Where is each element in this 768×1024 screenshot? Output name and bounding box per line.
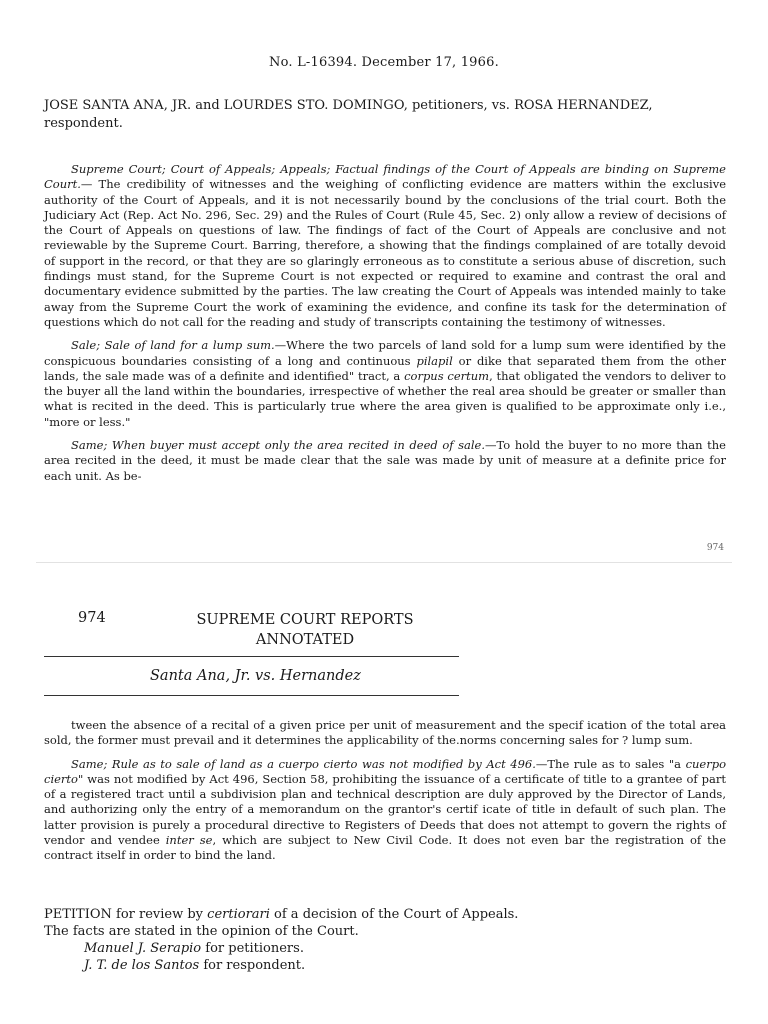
case-number-line: No. L-16394. December 17, 1966. — [269, 55, 499, 70]
syllabus-text: tween the absence of a recital of a given price per unit of measurement and the specif ication of the total area sold, the former must prevail and it determines the applicability of the.norms concerning sales for ? lump sum. — [44, 718, 726, 748]
counsel-respondent — [44, 957, 726, 974]
header-page-number: 974 — [78, 610, 106, 626]
syllabus-italic-term: cuerpo cierto — [44, 756, 726, 786]
petition-text: PETITION for review by — [44, 907, 208, 922]
syllabus-text: — The credibility of witnesses and the weighing of conflicting evidence are matters within the exclusive authority of the Court of Appeals, and it is not necessarily bound by the conclusions of the trial court. Both the Judiciary Act (Rep. Act No. 296, Sec. 29) and the Rules of Court (Rule 45, Sec. 2) only allow a review of decisions of the Court of Appeals on questions of law. The findings of fact of the Court of Appeals are conclusive and not reviewable by the Supreme Court. Barring, therefore, a showing that the findings complained of are totally devoid of support in the record, or that they are so glaringly erroneous as to constitute a serious abuse of discretion, such findings must stand, for the Supreme Court is not expected or required to examine and contrast the oral and documentary evidence submitted by the parties. The law creating the Court of Appeals was intended mainly to take away from the Supreme Court the work of examining the evidence, and confine its task for the determination of questions which do not call for the reading and study of transcripts containing the testimony of witnesses. — [44, 177, 726, 329]
syllabus-italic-term: corpus certum — [404, 368, 490, 383]
petition-italic: certiorari — [207, 907, 270, 922]
syllabus-text: " was not modified by Act 496, Section 58, prohibiting the issuance of a certificate of title to a grantee of part of a registered tract until a subdivision plan and technical description are duly approved by the Director of Lands, and authorizing only the entry of a memorandum on the grantor's certif icate of title in default of such plan. The latter provision is purely a procedural directive to Registers of Deeds that does not attempt to govern the rights of vendor and vendee — [44, 771, 726, 848]
syllabus-italic-term: pilapil — [416, 353, 453, 368]
syllabus-text: —The rule as to sales "a — [535, 756, 686, 771]
header-rule-top — [44, 656, 459, 657]
header-rule-bottom — [44, 695, 459, 696]
syllabus-heading: Supreme Court; Court of Appeals; Appeals; Factual findings of the Court of Appeals are binding on Supreme Court. — [44, 162, 726, 192]
counsel-name: J. T. de los Santos — [84, 958, 200, 973]
syllabus-heading: Same; Rule as to sale of land as a cuerpo cierto was not modified by Act 496. — [71, 756, 536, 771]
syllabus-text: —To hold the buyer to no more than the area recited in the deed, it must be made clear that the sale was made by unit of measure at a definite price for each unit. As be- — [44, 438, 726, 483]
syllabus-italic-term: inter se — [165, 833, 213, 848]
syllabus-paragraph — [44, 438, 726, 484]
syllabus-heading: Same; When buyer must accept only the area recited in deed of sale. — [71, 438, 486, 453]
syllabus-text: or dike that separated them from the other lands, the sale made was of a definite and identified" tract, a — [44, 353, 726, 383]
syllabus-paragraph — [44, 757, 726, 864]
counsel-petitioners — [44, 940, 726, 957]
footer-page-number: 974 — [706, 543, 724, 553]
syllabus-page-1 — [44, 162, 726, 492]
syllabus-text: , that obligated the vendors to deliver to the buyer all the land within the boundaries, irrespective of whether the real area should be greater or smaller than what is recited in the deed. This is particularly true where the area given is qualified to be approximate only i.e., "more or less." — [44, 368, 726, 429]
petition-text: of a decision of the Court of Appeals. — [269, 907, 519, 922]
header-title: SUPREME COURT REPORTS ANNOTATED — [196, 612, 414, 648]
parties-line: JOSE SANTA ANA, JR. and LOURDES STO. DOMINGO, petitioners, vs. ROSA HERNANDEZ, respondent. — [44, 98, 653, 131]
counsel-name: Manuel J. Serapio — [84, 941, 202, 956]
syllabus-heading: Sale; Sale of land for a lump sum. — [71, 338, 275, 353]
syllabus-page-2 — [44, 718, 726, 872]
counsel-role: for petitioners. — [201, 941, 304, 956]
petition-block — [44, 906, 726, 974]
petition-line — [44, 906, 726, 923]
syllabus-paragraph — [44, 338, 726, 430]
counsel-role: for respondent. — [199, 958, 306, 973]
page-separator — [36, 562, 732, 563]
syllabus-paragraph — [44, 718, 726, 749]
facts-line: The facts are stated in the opinion of the Court. — [44, 924, 359, 939]
syllabus-text: —Where the two parcels of land sold for a lump sum were identified by the conspicuous boundaries consisting of a long and continuous — [44, 338, 726, 368]
syllabus-paragraph — [44, 162, 726, 330]
running-title: Santa Ana, Jr. vs. Hernandez — [150, 668, 361, 684]
syllabus-text: , which are subject to New Civil Code. It does not even bar the registration of the contract itself in order to bind the land. — [44, 833, 726, 863]
